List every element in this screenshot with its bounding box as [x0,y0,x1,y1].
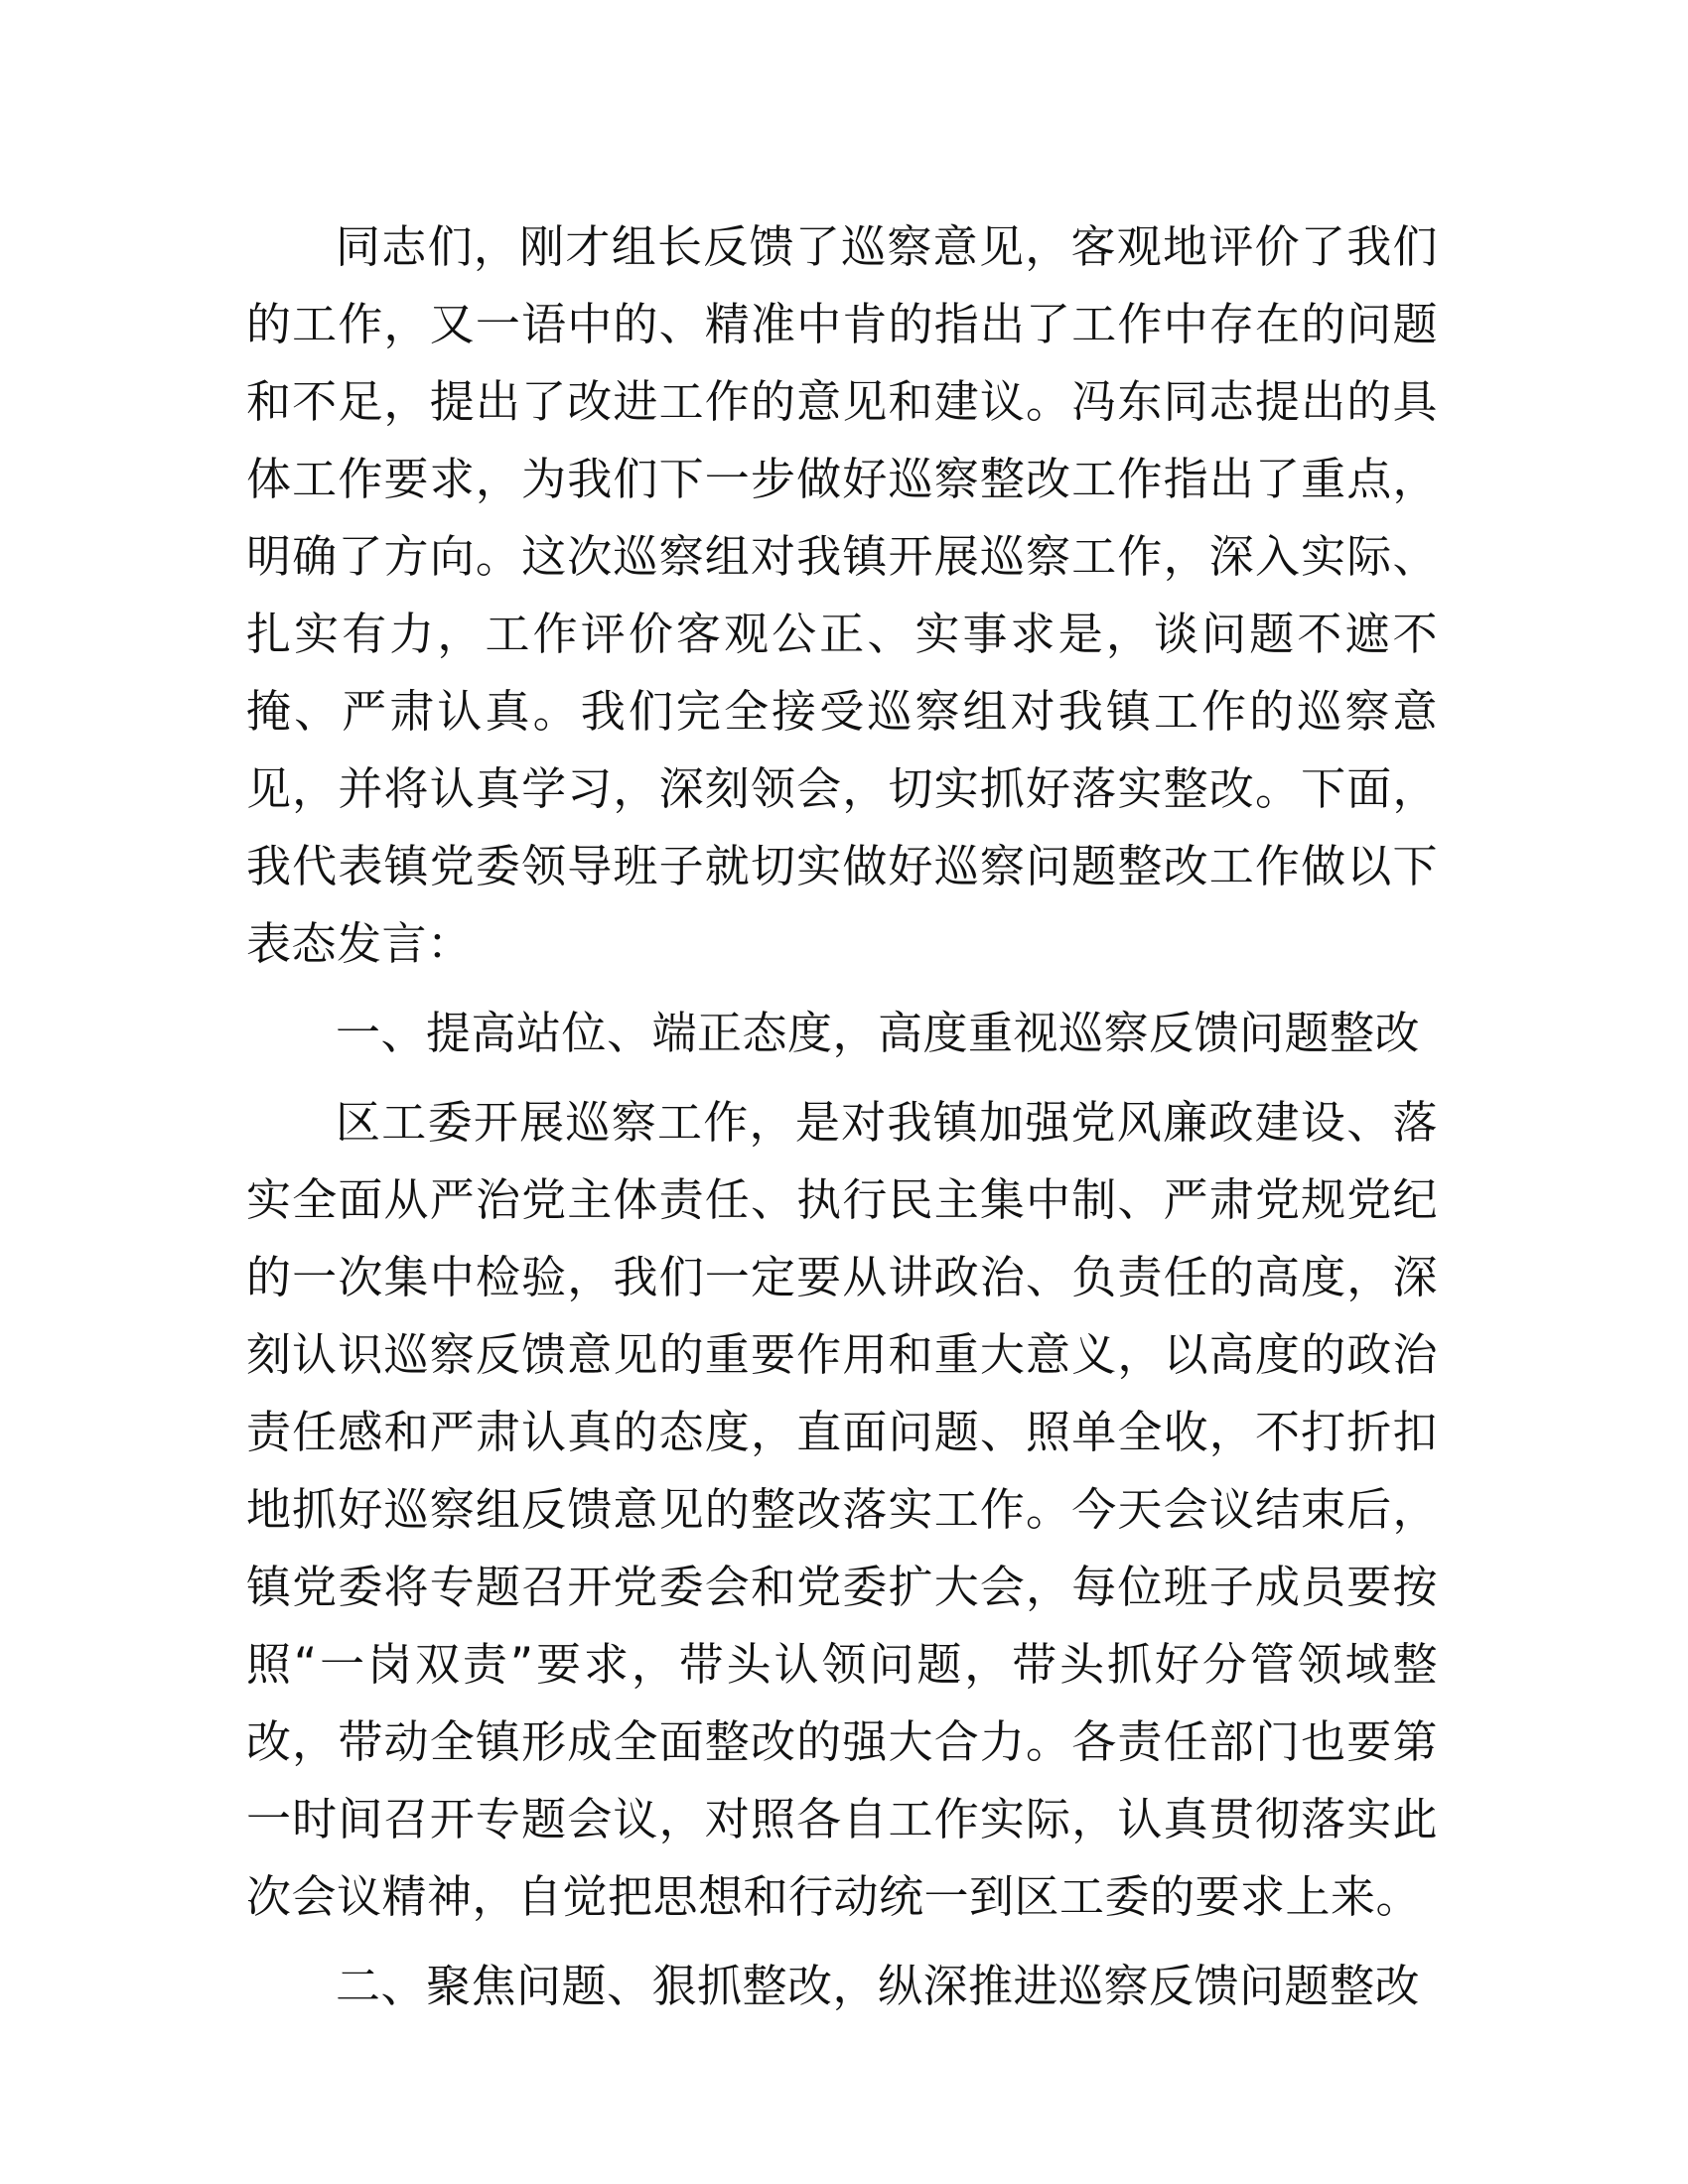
paragraph-intro: 同志们，刚才组长反馈了巡察意见，客观地评价了我们的工作，又一语中的、精准中肯的指出了工作中存在的问题和不足，提出了改进工作的意见和建议。冯东同志提出的具体工作要求，为我们下一步做好巡察整改工作指出了重点，明确了方向。这次巡察组对我镇开展巡察工作，深入实际、扎实有力，工作评价客观公正、实事求是，谈问题不遮不掩、严肃认真。我们完全接受巡察组对我镇工作的巡察意见，并将认真学习，深刻领会，切实抓好落实整改。下面，我代表镇党委领导班子就切实做好巡察问题整改工作做以下表态发言： [246,220,1438,970]
section-heading-2: 二、聚焦问题、狠抓整改，纵深推进巡察反馈问题整改 [336,1960,1421,2012]
section-heading-1: 一、提高站位、端正态度，高度重视巡察反馈问题整改 [336,1007,1421,1059]
paragraph-section-1: 区工委开展巡察工作，是对我镇加强党风廉政建设、落实全面从严治党主体责任、执行民主集中制、严肃党规党纪的一次集中检验，我们一定要从讲政治、负责任的高度，深刻认识巡察反馈意见的重要作用和重大意义，以高度的政治责任感和严肃认真的态度，直面问题、照单全收，不打折扣地抓好巡察组反馈意见的整改落实工作。今天会议结束后，镇党委将专题召开党委会和党委扩大会，每位班子成员要按照“一岗双责”要求，带头认领问题，带头抓好分管领域整改，带动全镇形成全面整改的强大合力。各责任部门也要第一时间召开专题会议，对照各自工作实际，认真贯彻落实此次会议精神，自觉把思想和行动统一到区工委的要求上来。 [246,1096,1438,1923]
document-body [246,208,1438,2037]
